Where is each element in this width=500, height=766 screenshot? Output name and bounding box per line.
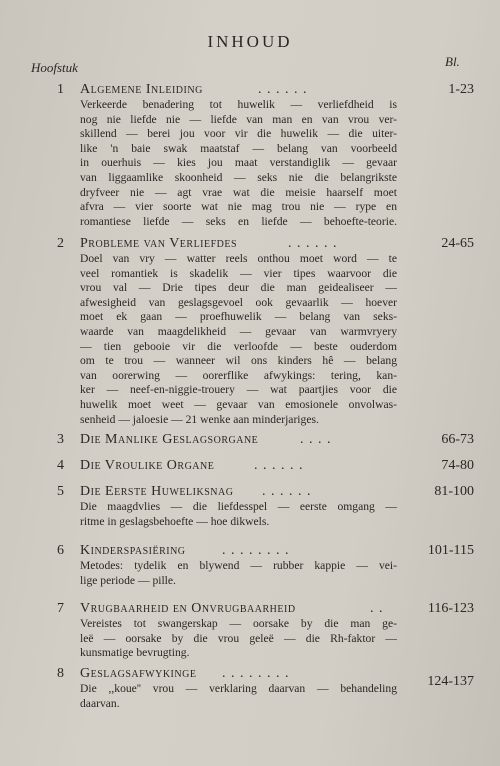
summary-line: Die ,,koue'' vrou — verklaring daarvan — behandeling bbox=[80, 682, 397, 695]
summary-line: leë — oorsake by die vrou geleë — die Rh-faktor — bbox=[80, 631, 397, 645]
chapter-number: 6 bbox=[57, 543, 64, 558]
summary-line: in ouerhuis — kies jou maat verstandiglik — gevaar bbox=[80, 156, 397, 170]
leader-dots: . . bbox=[370, 601, 384, 616]
chapter-heading: Kinderspasiëring bbox=[80, 543, 186, 558]
leader-dots: . . . . . . . . bbox=[222, 666, 290, 681]
leader-dots: . . . . bbox=[300, 432, 332, 447]
leader-dots: . . . . . . bbox=[254, 458, 304, 473]
chapter-heading: Die Vroulike Organe bbox=[80, 458, 215, 473]
summary-line: van liggaamlike skoonheid — seks nie die belangrikste bbox=[80, 170, 397, 184]
chapter-number: 3 bbox=[57, 432, 64, 447]
summary-line: nog nie liefde nie — liefde van man en van vrou ver- bbox=[80, 112, 397, 126]
summary-line: daarvan. bbox=[80, 696, 120, 710]
summary-line: — tien gebooie vir die verloofde — beste ouderdom bbox=[80, 339, 397, 353]
leader-dots: . . . . . . bbox=[258, 82, 308, 97]
summary-line: lige periode — pille. bbox=[80, 573, 176, 587]
chapter-pages: 116-123 bbox=[427, 601, 474, 616]
summary-line: van oorerwing — oorerflike afwykings: tering, kan- bbox=[80, 368, 397, 382]
summary-line: moet ek gaan — proefhuwelik — belang van seks- bbox=[80, 310, 397, 324]
leader-dots: . . . . . . bbox=[262, 484, 312, 499]
chapter-pages: 1-23 bbox=[448, 82, 474, 97]
summary-line: Verkeerde benadering tot huwelik — verliefdheid is bbox=[80, 98, 397, 111]
summary-line: afwesigheid van geslagsgevoel ook gevaarlik — hoever bbox=[80, 295, 397, 309]
chapter-number: 2 bbox=[57, 236, 64, 251]
leader-dots: . . . . . . bbox=[288, 236, 338, 251]
chapter-pages: 81-100 bbox=[434, 484, 474, 499]
chapter-heading: Algemene Inleiding bbox=[80, 82, 203, 97]
chapter-number: 5 bbox=[57, 484, 64, 499]
summary-line: afvra — vier soorte wat nie mag trou nie — rype en bbox=[80, 200, 397, 214]
summary-line: vrou val — Drie tipes deur die man geidealiseer — bbox=[80, 281, 397, 295]
page-column-header: Bl. bbox=[445, 54, 460, 69]
chapter-number: 1 bbox=[57, 82, 64, 97]
summary-line: om te trou — wanneer wil ons kinders hê — belang bbox=[80, 354, 397, 368]
summary-line: waarde van maagdelikheid — gevaar van warmvryery bbox=[80, 324, 397, 338]
chapter-number: 4 bbox=[57, 458, 64, 473]
summary-line: veel romantiek is skadelik — vier tipes waarvoor die bbox=[80, 266, 397, 280]
summary-line: senheid — jaloesie — 21 wenke aan minderjariges. bbox=[80, 412, 319, 426]
chapter-pages: 74-80 bbox=[441, 458, 474, 473]
chapter-heading: Vrugbaarheid en Onvrugbaarheid bbox=[80, 601, 296, 616]
summary-line: skillend — berei jou voor vir die huwelik — die uiter- bbox=[80, 127, 397, 141]
summary-line: kunsmatige bevrugting. bbox=[80, 646, 190, 660]
chapter-pages: 101-115 bbox=[427, 543, 474, 558]
chapter-heading: Die Eerste Huweliksnag bbox=[80, 484, 234, 499]
chapter-heading: Geslagsafwykinge bbox=[80, 666, 197, 681]
page-title: INHOUD bbox=[207, 32, 293, 51]
summary-line: Vereistes tot swangerskap — oorsake by die man ge- bbox=[80, 617, 397, 630]
chapter-summary bbox=[80, 559, 397, 588]
summary-line: huwelik moet weet — gevaar van emosionele onvolwas- bbox=[80, 397, 397, 411]
chapter-summary bbox=[80, 500, 397, 529]
chapter-summary bbox=[80, 252, 397, 427]
chapter-summary bbox=[80, 617, 397, 661]
summary-line: romantiese liefde — seks en liefde — behoefte-teorie. bbox=[80, 214, 397, 228]
chapter-pages: 66-73 bbox=[441, 432, 474, 447]
summary-line: Doel van vry — watter reels onthou moet word — te bbox=[80, 252, 397, 265]
chapter-summary bbox=[80, 98, 397, 229]
chapter-number: 7 bbox=[57, 601, 64, 616]
chapter-column-header: Hoofstuk bbox=[31, 60, 78, 75]
chapter-heading: Die Manlike Geslagsorgane bbox=[80, 432, 259, 447]
summary-line: ker — neef-en-niggie-trouery — wat paartjies voor die bbox=[80, 383, 397, 397]
chapter-pages: 124-137 bbox=[427, 674, 474, 689]
chapter-number: 8 bbox=[57, 666, 64, 681]
chapter-heading: Probleme van Verliefdes bbox=[80, 236, 238, 251]
summary-line: ritme in geslagsbehoefte — hoe dikwels. bbox=[80, 514, 270, 528]
leader-dots: . . . . . . . . bbox=[222, 543, 290, 558]
chapter-summary bbox=[80, 682, 397, 711]
summary-line: Die maagdvlies — die liefdesspel — eerste omgang — bbox=[80, 500, 397, 513]
chapter-pages: 24-65 bbox=[441, 236, 474, 251]
summary-line: Metodes: tydelik en blywend — rubber kappie — vei- bbox=[80, 559, 397, 572]
summary-line: dryfveer nie — agt vrae wat die meisie haarself moet bbox=[80, 185, 397, 199]
summary-line: like 'n baie swak maatstaf — belang van voorbeeld bbox=[80, 141, 397, 155]
